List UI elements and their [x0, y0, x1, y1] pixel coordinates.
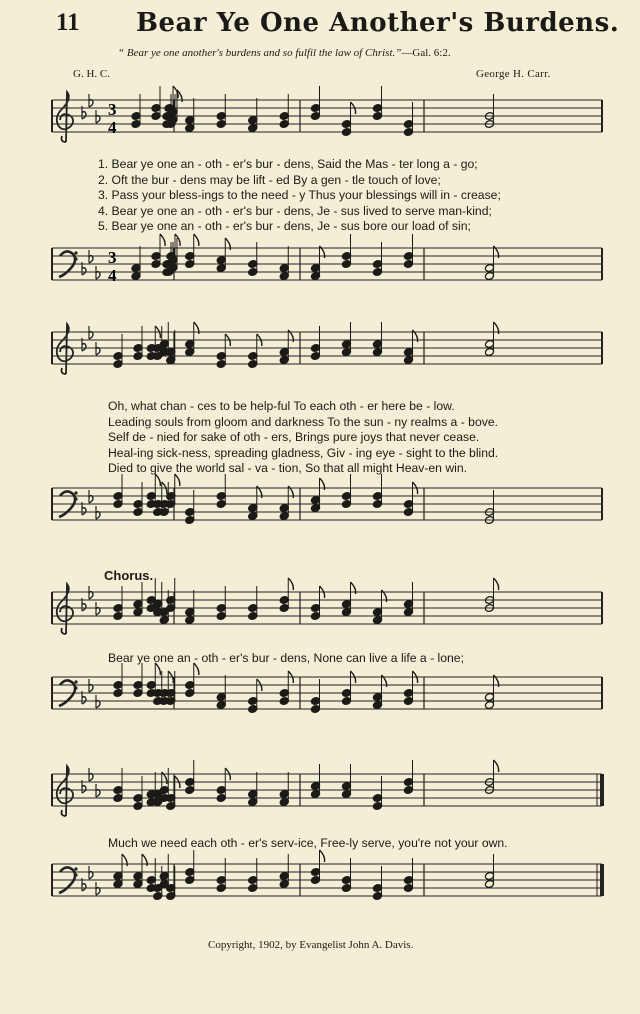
note-flag [194, 234, 199, 246]
chorus-lyrics-2 [108, 836, 508, 852]
treble-staff-chorus-1 [0, 580, 640, 640]
verse-line: Died to give the world sal - va - tion, So that all might Heav-en win. [108, 461, 468, 476]
bass-staff-chorus-2 [0, 852, 640, 922]
note-flag [175, 474, 180, 486]
verse-line: 4. Bear ye one an - oth - er's bur - dens, Je - sus lived to serve man-kind; [98, 203, 492, 218]
bass-staff-system-1 [0, 236, 640, 306]
epigraph-reference: —Gal. 6:2. [401, 47, 451, 59]
note-flag [194, 663, 199, 675]
treble-staff-system-2 [0, 320, 640, 390]
time-signature-top: 3 [108, 248, 117, 267]
verse-line: Heal-ing sick-ness, spreading gladness, Giv - ing eye - sight to the blind. [108, 445, 499, 460]
note-flag [320, 850, 325, 862]
verse-line: Self de - nied for sake of oth - ers, Brings pure joys that never cease. [108, 430, 480, 445]
bass-staff-chorus-1 [0, 665, 640, 735]
verse-line: Leading souls from gloom and darkness To the sun - ny realms a - bove. [108, 414, 498, 429]
composer-credit: George H. Carr. [476, 68, 551, 80]
chorus-label: Chorus. [104, 568, 154, 583]
scripture-epigraph [118, 47, 451, 59]
verse-line: 1. Bear ye one an - oth - er's bur - dens, Said the Mas - ter long a - go; [98, 157, 478, 171]
note-flag [160, 234, 165, 246]
treble-staff-chorus-2 [0, 762, 640, 832]
note-flag [288, 578, 293, 590]
note-flag [175, 234, 180, 246]
verse-lyrics-system-2 [108, 399, 498, 477]
chorus-line: Bear ye one an - oth - er's bur - dens, None can live a life a - lone; [108, 651, 464, 665]
bass-staff-system-2 [0, 476, 640, 546]
verse-line: 5. Bear ye one an - oth - er's bur - dens, Je - sus bore our load of sin; [98, 219, 471, 234]
copyright-notice: Copyright, 1902, by Evangelist John A. Davis. [208, 939, 414, 951]
epigraph-text: “ Bear ye one another's burdens and so fulfil the law of Christ.” [118, 47, 402, 59]
treble-staff-system-1 [0, 88, 640, 148]
verse-line: 3. Pass your bless-ings to the need - y Thus your blessings will in - crease; [98, 188, 501, 203]
time-signature-bottom: 4 [108, 118, 117, 137]
note-flag [494, 578, 499, 590]
chorus-line: Much we need each oth - er's serv-ice, Free-ly serve, you're not your own. [108, 836, 508, 850]
note-flag [494, 760, 499, 772]
time-signature-bottom: 4 [108, 266, 117, 285]
time-signature-top: 3 [108, 100, 117, 119]
hymn-title: Bear Ye One Another's Burdens. [136, 8, 620, 38]
note-flag [155, 663, 160, 675]
hymn-number: 11 [56, 9, 80, 36]
verse-line: 2. Oft the bur - dens may be lift - ed By a gen - tle touch of love; [98, 172, 441, 187]
verse-line: Oh, what chan - ces to be help-ful To each oth - er here be - low. [108, 399, 455, 413]
lyricist-credit: G. H. C. [73, 68, 110, 80]
note-flag [155, 474, 160, 486]
verse-lyrics-system-1 [98, 157, 501, 235]
